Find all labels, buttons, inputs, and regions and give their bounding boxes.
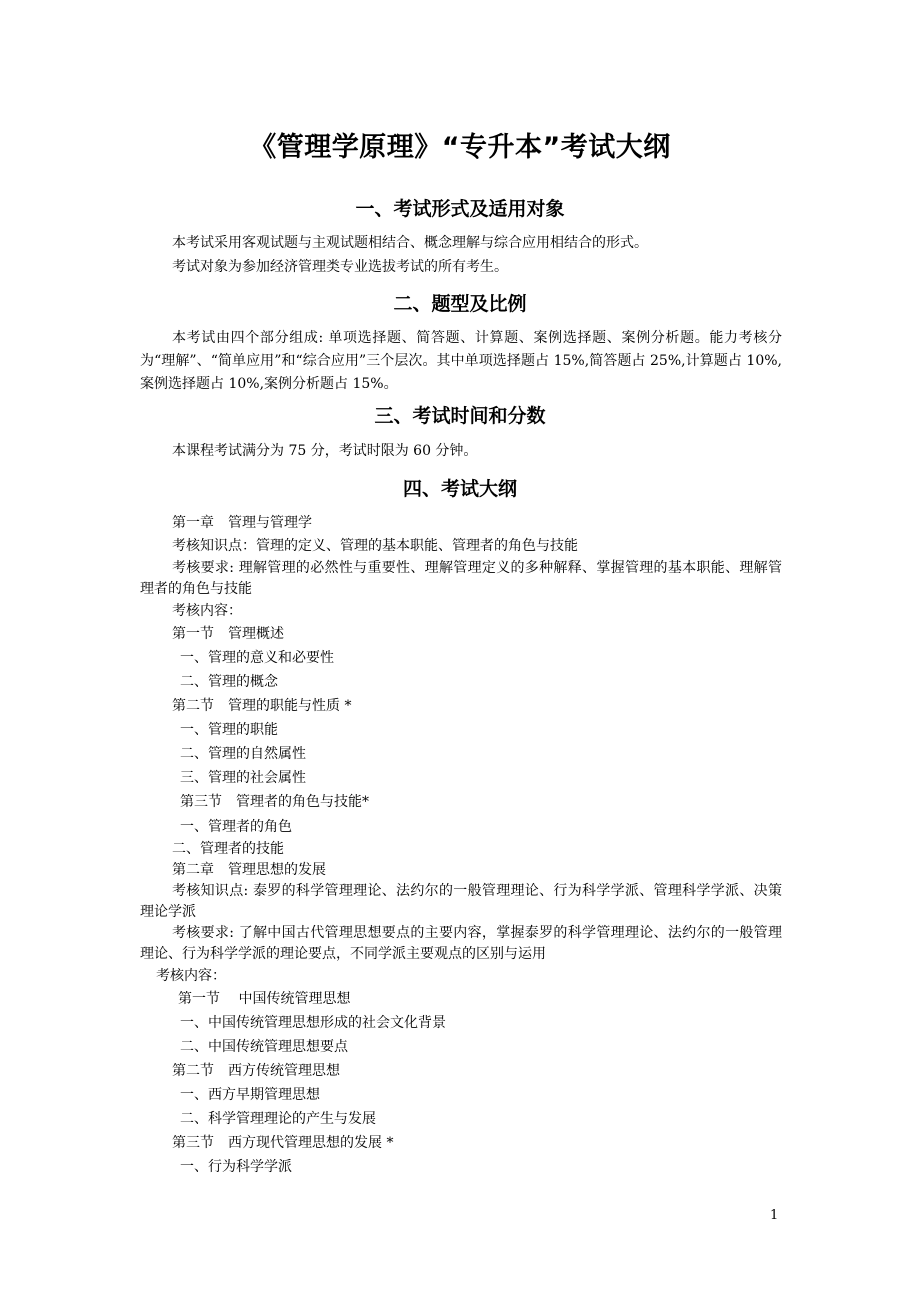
chapter-2-requirements: 考核要求: 了解中国古代管理思想要点的主要内容，掌握泰罗的科学管理理论、法约尔的一般管理理论、行为科学学派的理论要点，不同学派主要观点的区别与运用 <box>140 925 782 962</box>
s3-paragraph-1: 本课程考试满分为 75 分，考试时限为 60 分钟。 <box>172 443 478 459</box>
chapter-2-section-2: 第二节 西方传统管理思想 <box>172 1063 340 1079</box>
chapter-2-section-1: 第一节 中国传统管理思想 <box>178 991 351 1007</box>
chapter-2-title: 第二章 管理思想的发展 <box>172 862 326 878</box>
section-heading-2: 二、题型及比例 <box>393 293 527 315</box>
chapter-1-section-2-item-1: 一、管理的职能 <box>180 722 278 738</box>
chapter-1-section-1-item-1: 一、管理的意义和必要性 <box>180 650 334 666</box>
chapter-1-section-2: 第二节 管理的职能与性质 * <box>172 698 352 714</box>
chapter-1-content-label: 考核内容： <box>172 603 242 619</box>
document-title: 《管理学原理》“专升本”考试大纲 <box>249 132 671 163</box>
s1-paragraph-1: 本考试采用客观试题与主观试题相结合、概念理解与综合应用相结合的形式。 <box>172 235 648 251</box>
section-heading-3: 三、考试时间和分数 <box>374 405 546 427</box>
s2-paragraph-1: 本考试由四个部分组成: 单项选择题、简答题、计算题、案例选择题、案例分析题。能力考核分为“理解”、“简单应用”和“综合应用”三个层次。其中单项选择题占 15%,简答题占 25%,计算题占 10%,案例选择题占 10%,案例分析题占 15%。 <box>140 330 782 392</box>
chapter-2-section-3: 第三节 西方现代管理思想的发展 * <box>172 1135 394 1151</box>
s1-paragraph-2: 考试对象为参加经济管理类专业选拔考试的所有考生。 <box>172 259 508 275</box>
chapter-1-section-1-item-2: 二、管理的概念 <box>180 674 278 690</box>
chapter-1-knowledge-points: 考核知识点：管理的定义、管理的基本职能、管理者的角色与技能 <box>172 538 578 554</box>
chapter-2-content-label: 考核内容： <box>156 968 226 984</box>
section-heading-4: 四、考试大纲 <box>402 478 517 500</box>
chapter-2-section-3-item-1: 一、行为科学学派 <box>180 1159 292 1175</box>
page-number: 1 <box>770 1208 779 1223</box>
chapter-1-requirements: 考核要求: 理解管理的必然性与重要性、理解管理定义的多种解释、掌握管理的基本职能、理解管理者的角色与技能 <box>140 560 782 597</box>
section-heading-1: 一、考试形式及适用对象 <box>355 198 565 220</box>
chapter-2-section-2-item-2: 二、科学管理理论的产生与发展 <box>180 1111 376 1127</box>
chapter-2-section-1-item-1: 一、中国传统管理思想形成的社会文化背景 <box>180 1015 446 1031</box>
chapter-1-section-1: 第一节 管理概述 <box>172 626 284 642</box>
chapter-1-section-3-item-1: 一、管理者的角色 <box>180 819 292 835</box>
chapter-2-section-2-item-1: 一、西方早期管理思想 <box>180 1087 320 1103</box>
chapter-1-section-2-item-3: 三、管理的社会属性 <box>180 770 306 786</box>
chapter-2-knowledge-points: 考核知识点: 泰罗的科学管理理论、法约尔的一般管理理论、行为科学学派、管理科学学派、决策理论学派 <box>140 883 782 920</box>
chapter-1-section-2-item-2: 二、管理的自然属性 <box>180 746 306 762</box>
chapter-1-section-3: 第三节 管理者的角色与技能* <box>180 794 369 810</box>
chapter-2-section-1-item-2: 二、中国传统管理思想要点 <box>180 1039 348 1055</box>
chapter-1-section-3-item-2: 二、管理者的技能 <box>172 841 284 857</box>
chapter-1-title: 第一章 管理与管理学 <box>172 515 312 531</box>
